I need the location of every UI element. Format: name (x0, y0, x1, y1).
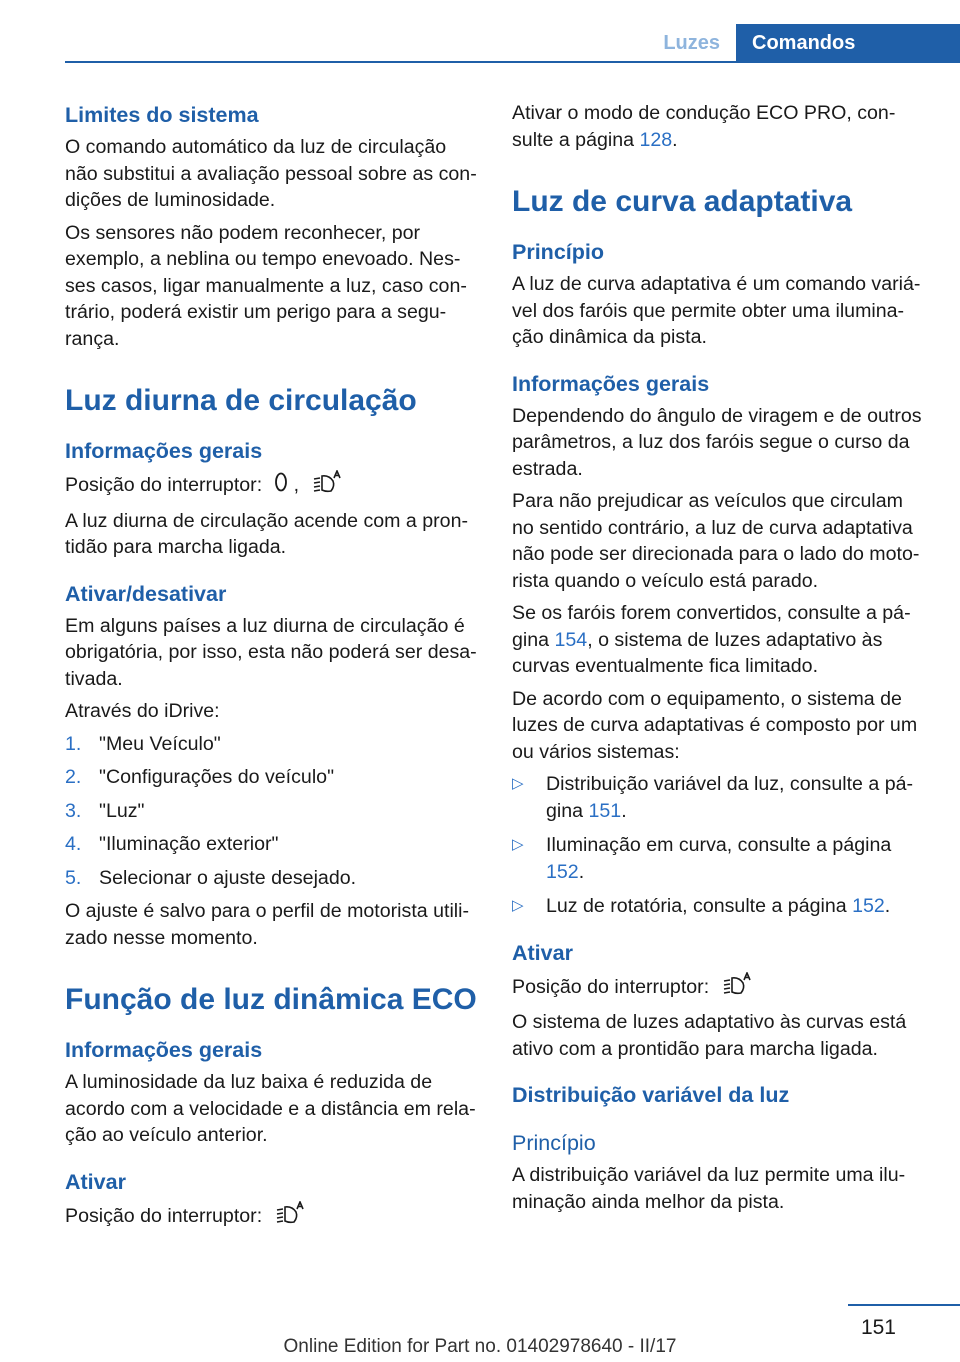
ajuste-paragraph: O ajuste é salvo para o perfil de motorista utili-zado nesse momento. (65, 900, 470, 949)
info-gerais-heading-right: Informações gerais (512, 371, 710, 396)
step-text: "Iluminação exterior" (99, 833, 279, 855)
footer-edition: Online Edition for Part no. 01402978640 - II/17 (283, 1336, 677, 1357)
switch-position-label: Posição do interruptor: (512, 975, 710, 998)
page-number-rule (848, 1304, 960, 1306)
step-number: 3. (65, 799, 82, 822)
switch-position-label: Posição do interruptor: (65, 473, 263, 496)
systems-list (512, 771, 926, 920)
tab-comandos[interactable]: Comandos (736, 24, 960, 62)
list-item (65, 865, 479, 892)
step-number: 1. (65, 732, 82, 755)
page-link-154[interactable]: 154 (554, 628, 588, 651)
eco-info-heading: Informações gerais (65, 1038, 263, 1062)
step-text: "Luz" (99, 799, 145, 822)
luz-diurna-heading: Luz diurna de circulação (65, 384, 417, 417)
triangle-bullet-icon: ▷ (512, 897, 524, 914)
curva-heading: Luz de curva adaptativa (512, 185, 853, 218)
switch-position-0-icon (274, 471, 288, 501)
list-item (65, 731, 479, 758)
info-paragraph-3: Se os faróis forem convertidos, consulte a pá-gina 154, o sistema de luzes adaptativo às curvas eventualmente fica limitado. (512, 602, 911, 677)
switch-position-label: Posição do interruptor: (65, 1204, 263, 1227)
idrive-paragraph: Através do iDrive: (65, 700, 220, 722)
step-number: 5. (65, 866, 82, 889)
distrib-principio-heading: Princípio (512, 1131, 596, 1155)
eco-heading: Função de luz dinâmica ECO (65, 983, 477, 1016)
page-link-152[interactable]: 152 (852, 895, 885, 917)
page-number: 151 (860, 1316, 896, 1339)
triangle-bullet-icon: ▷ (512, 775, 524, 792)
distrib-paragraph: A distribuição variável da luz permite uma ilu-minação ainda melhor da pista. (512, 1164, 906, 1213)
ativar-heading: Ativar (512, 940, 573, 965)
switch-auto-headlight-icon (274, 1201, 304, 1233)
page-link-152[interactable]: 152 (546, 860, 579, 883)
step-text: Selecionar o ajuste desejado. (99, 866, 357, 889)
principio-heading: Princípio (512, 240, 604, 264)
step-number: 4. (65, 833, 82, 855)
icon-separator: , (293, 473, 300, 496)
list-item (65, 764, 479, 791)
limites-paragraph-1: O comando automático da luz de circulação não substitui a avaliação pessoal sobre as con-dições de luminosidade. (65, 136, 477, 211)
steps-list (65, 731, 479, 892)
page-link-151[interactable]: 151 (588, 799, 622, 822)
principio-paragraph: A luz de curva adaptativa é um comando variá-vel dos faróis que permite obter uma ilumina-ção dinâmica da pista. (512, 273, 921, 348)
info-gerais-heading: Informações gerais (65, 439, 263, 463)
diurna-paragraph: A luz diurna de circulação acende com a pron-tidão para marcha ligada. (65, 509, 468, 558)
eco-switch-line (65, 1201, 479, 1233)
distrib-heading: Distribuição variável da luz (512, 1083, 790, 1107)
step-number: 2. (65, 766, 82, 788)
ativar-desativar-heading: Ativar/desativar (65, 581, 227, 606)
limites-paragraph-2: Os sensores não podem reconhecer, por exemplo, a neblina ou tempo enevoado. Nes-ses casos, ligar manualmente a luz, caso con-trário, poderá existir um perigo para a segu-rança. (65, 221, 467, 350)
step-text: "Configurações do veículo" (99, 766, 335, 788)
eco-paragraph: A luminosidade da luz baixa é reduzida de acordo com a velocidade e a distância em rela-ção ao veículo anterior. (65, 1071, 476, 1146)
eco-pro-paragraph: Ativar o modo de condução ECO PRO, con-sulte a página 128. (512, 102, 896, 151)
triangle-bullet-icon: ▷ (512, 836, 524, 853)
switch-position-line (65, 470, 479, 502)
page-link-128[interactable]: 128 (639, 128, 673, 151)
list-item (65, 831, 479, 858)
limites-heading: Limites do sistema (65, 103, 259, 127)
right-column (512, 100, 926, 1221)
eco-ativar-heading: Ativar (65, 1169, 126, 1194)
switch-auto-headlight-icon (721, 972, 751, 1004)
step-text: "Meu Veículo" (99, 732, 221, 755)
left-column (65, 100, 479, 1238)
info-paragraph-1: Dependendo do ângulo de viragem e de outros parâmetros, a luz dos faróis segue o curso da estrada. (512, 404, 922, 480)
ativar-switch-line (512, 972, 926, 1004)
info-paragraph-4: De acordo com o equipamento, o sistema de luzes de curva adaptativas é composto por um ou vários sistemas: (512, 687, 918, 763)
list-item: ▷ Distribuição variável da luz, consulte a pá-gina 151. (512, 771, 926, 824)
ativar-desativar-paragraph: Em alguns países a luz diurna de circulação é obrigatória, por isso, esta não poderá ser desa-tivada. (65, 614, 477, 690)
info-paragraph-2: Para não prejudicar as veículos que circulam no sentido contrário, a luz de curva adaptativa não pode ser direcionada para o lado do moto-rista quando o veículo está parado. (512, 490, 920, 592)
list-item (65, 798, 479, 825)
switch-auto-headlight-icon (311, 470, 341, 502)
ativar-paragraph: O sistema de luzes adaptativo às curvas está ativo com a prontidão para marcha ligada. (512, 1011, 907, 1060)
list-item: ▷ Iluminação em curva, consulte a página 152. (512, 832, 926, 885)
list-item: ▷ Luz de rotatória, consulte a página 152. (512, 893, 926, 920)
tab-luzes[interactable]: Luzes (663, 32, 720, 54)
